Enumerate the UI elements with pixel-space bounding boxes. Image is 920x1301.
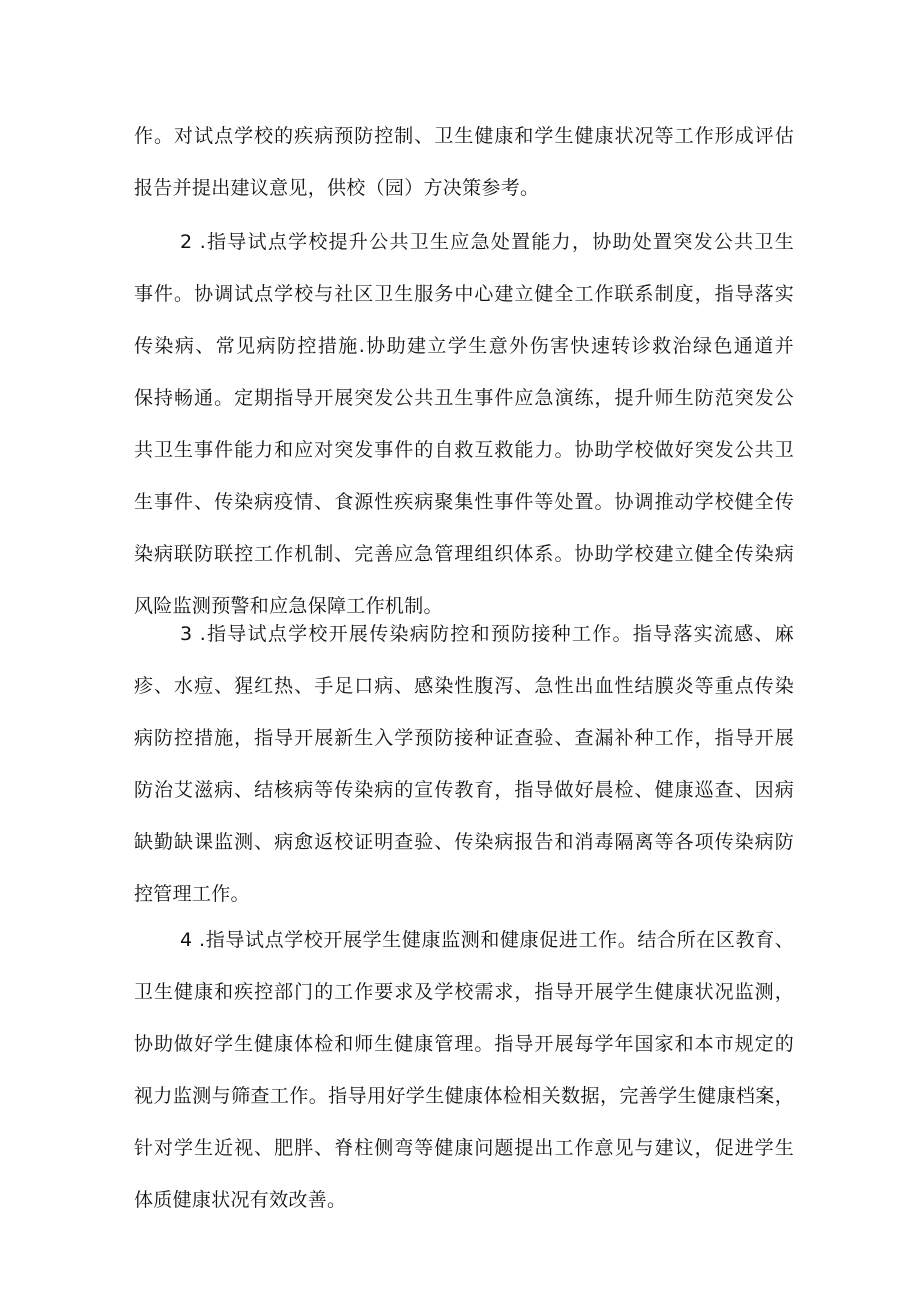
paragraph-item-4 [134,914,794,1226]
paragraph-line: 视力监测与筛查工作。指导用好学生健康体检相关数据，完善学生健康档案， [134,1085,794,1107]
paragraph-line: 报告并提出建议意见，供校（园）方决策参考。 [134,177,540,199]
paragraph-line: 疹、水痘、猩红热、手足口病、感染性腹泻、急性出血性结膜炎等重点传染 [134,675,794,697]
paragraph-line: 染病联防联控工作机制、完善应急管理组织体系。协助学校建立健全传染病 [134,543,794,565]
paragraph-line: 事件。协调试点学校与社区卫生服务中心建立健全工作联系制度，指导落实 [134,283,794,305]
paragraph-line: 生事件、传染病疫情、食源性疾病聚集性事件等处置。协调推动学校健全传 [134,491,794,513]
paragraph-1-continuation [134,110,794,214]
paragraph-line: 传染病、常见病防控措施.协助建立学生意外伤害快速转诊救治绿色通道并 [134,335,794,357]
paragraph-line: 控管理工作。 [134,883,250,905]
paragraph-line: 3 .指导试点学校开展传染病防控和预防接种工作。指导落实流感、麻 [180,623,794,645]
paragraph-line: 病防控措施，指导开展新生入学预防接种证查验、查漏补种工作，指导开展 [134,727,794,749]
paragraph-line: 作。对试点学校的疾病预防控制、卫生健康和学生健康状况等工作形成评估 [134,125,794,147]
paragraph-item-2 [134,216,794,632]
paragraph-item-3 [134,608,794,920]
paragraph-line: 针对学生近视、肥胖、脊柱侧弯等健康问题提出工作意见与建议，促进学生 [134,1137,794,1159]
paragraph-line: 共卫生事件能力和应对突发事件的自救互救能力。协助学校做好突发公共卫 [134,439,794,461]
paragraph-line: 2 .指导试点学校提升公共卫生应急处置能力，协助处置突发公共卫生 [180,231,794,253]
paragraph-line: 4 .指导试点学校开展学生健康监测和健康促进工作。结合所在区教育、 [180,929,794,951]
paragraph-line: 协助做好学生健康体检和师生健康管理。指导开展每学年国家和本市规定的 [134,1033,794,1055]
paragraph-line: 风险监测预警和应急保障工作机制。 [134,595,443,617]
paragraph-line: 缺勤缺课监测、病愈返校证明查验、传染病报告和消毒隔离等各项传染病防 [134,831,794,853]
paragraph-line: 卫生健康和疾控部门的工作要求及学校需求，指导开展学生健康状况监测， [134,981,794,1003]
paragraph-line: 保持畅通。定期指导开展突发公共丑生事件应急演练，提升师生防范突发公 [134,387,794,409]
paragraph-line: 体质健康状况有效改善。 [134,1189,347,1211]
paragraph-line: 防治艾滋病、结核病等传染病的宣传教育，指导做好晨检、健康巡查、因病 [134,779,794,801]
